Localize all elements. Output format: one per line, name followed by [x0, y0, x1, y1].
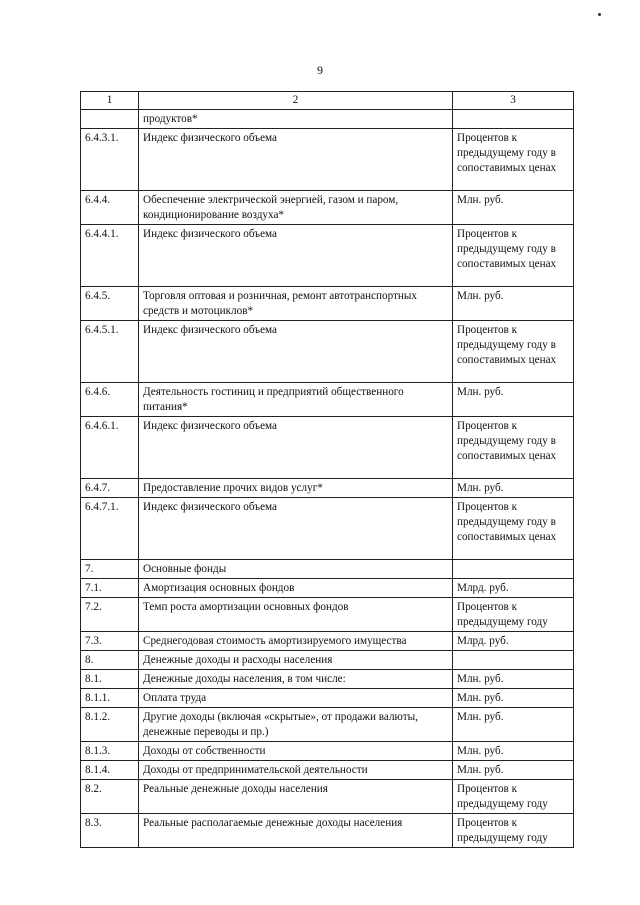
table-row [81, 761, 574, 780]
row-number: 7.3. [81, 632, 139, 651]
table-row [81, 191, 574, 225]
indicator-name: Основные фонды [139, 560, 453, 579]
indicator-name: Темп роста амортизации основных фондов [139, 598, 453, 632]
row-number: 8.2. [81, 780, 139, 814]
table-row [81, 479, 574, 498]
table-row [81, 689, 574, 708]
table-row [81, 498, 574, 560]
row-number: 8. [81, 651, 139, 670]
unit-of-measure: Процентов к предыдущему году в сопоставимых ценах [453, 129, 574, 191]
row-number: 8.1.3. [81, 742, 139, 761]
table-row [81, 110, 574, 129]
row-number: 6.4.7.1. [81, 498, 139, 560]
unit-of-measure: Процентов к предыдущему году [453, 780, 574, 814]
column-header-indicator: 2 [139, 92, 453, 110]
row-number: 7.1. [81, 579, 139, 598]
row-number: 6.4.5.1. [81, 321, 139, 383]
table-row [81, 383, 574, 417]
table-row [81, 417, 574, 479]
row-number: 6.4.4. [81, 191, 139, 225]
indicator-name: Индекс физического объема [139, 498, 453, 560]
table-body [81, 110, 574, 848]
table-row [81, 632, 574, 651]
unit-of-measure: Млн. руб. [453, 287, 574, 321]
table-row [81, 579, 574, 598]
unit-of-measure [453, 110, 574, 129]
table-row [81, 287, 574, 321]
unit-of-measure: Млн. руб. [453, 761, 574, 780]
row-number [81, 110, 139, 129]
row-number: 8.1.4. [81, 761, 139, 780]
indicator-name: Реальные располагаемые денежные доходы населения [139, 814, 453, 848]
table-row [81, 651, 574, 670]
indicator-name: Торговля оптовая и розничная, ремонт автотранспортных средств и мотоциклов* [139, 287, 453, 321]
indicator-name: Реальные денежные доходы населения [139, 780, 453, 814]
indicator-name: продуктов* [139, 110, 453, 129]
table-row [81, 321, 574, 383]
unit-of-measure: Млн. руб. [453, 689, 574, 708]
unit-of-measure: Млрд. руб. [453, 632, 574, 651]
row-number: 6.4.4.1. [81, 225, 139, 287]
indicator-name: Доходы от собственности [139, 742, 453, 761]
indicators-table [80, 91, 574, 848]
table-row [81, 129, 574, 191]
table-row [81, 598, 574, 632]
unit-of-measure: Млн. руб. [453, 742, 574, 761]
indicator-name: Деятельность гостиниц и предприятий общественного питания* [139, 383, 453, 417]
row-number: 6.4.6.1. [81, 417, 139, 479]
row-number: 7.2. [81, 598, 139, 632]
row-number: 6.4.5. [81, 287, 139, 321]
table-row [81, 742, 574, 761]
unit-of-measure: Млн. руб. [453, 383, 574, 417]
unit-of-measure: Процентов к предыдущему году в сопоставимых ценах [453, 498, 574, 560]
indicator-name: Индекс физического объема [139, 129, 453, 191]
unit-of-measure: Млн. руб. [453, 191, 574, 225]
row-number: 6.4.6. [81, 383, 139, 417]
unit-of-measure: Процентов к предыдущему году в сопоставимых ценах [453, 321, 574, 383]
indicator-name: Обеспечение электрической энергией, газом и паром, кондиционирование воздуха* [139, 191, 453, 225]
row-number: 8.1. [81, 670, 139, 689]
unit-of-measure: Процентов к предыдущему году в сопоставимых ценах [453, 417, 574, 479]
unit-of-measure: Процентов к предыдущему году [453, 814, 574, 848]
table-row [81, 814, 574, 848]
table-header-row [81, 92, 574, 110]
indicator-name: Индекс физического объема [139, 417, 453, 479]
indicator-name: Другие доходы (включая «скрытые», от продажи валюты, денежные переводы и пр.) [139, 708, 453, 742]
unit-of-measure: Млрд. руб. [453, 579, 574, 598]
indicator-name: Индекс физического объема [139, 321, 453, 383]
row-number: 8.1.1. [81, 689, 139, 708]
row-number: 8.1.2. [81, 708, 139, 742]
row-number: 6.4.3.1. [81, 129, 139, 191]
indicator-name: Денежные доходы и расходы населения [139, 651, 453, 670]
unit-of-measure: Млн. руб. [453, 479, 574, 498]
scan-speck [598, 13, 601, 16]
table-row [81, 670, 574, 689]
indicator-name: Доходы от предпринимательской деятельности [139, 761, 453, 780]
indicator-name: Денежные доходы населения, в том числе: [139, 670, 453, 689]
column-header-unit: 3 [453, 92, 574, 110]
indicator-name: Среднегодовая стоимость амортизируемого имущества [139, 632, 453, 651]
indicator-name: Амортизация основных фондов [139, 579, 453, 598]
indicator-name: Индекс физического объема [139, 225, 453, 287]
table-row [81, 708, 574, 742]
table-row [81, 780, 574, 814]
row-number: 6.4.7. [81, 479, 139, 498]
unit-of-measure: Процентов к предыдущему году [453, 598, 574, 632]
unit-of-measure [453, 560, 574, 579]
indicator-name: Предоставление прочих видов услуг* [139, 479, 453, 498]
unit-of-measure: Млн. руб. [453, 670, 574, 689]
indicator-name: Оплата труда [139, 689, 453, 708]
table-row [81, 560, 574, 579]
unit-of-measure [453, 651, 574, 670]
unit-of-measure: Процентов к предыдущему году в сопоставимых ценах [453, 225, 574, 287]
unit-of-measure: Млн. руб. [453, 708, 574, 742]
row-number: 8.3. [81, 814, 139, 848]
page-number: 9 [317, 63, 323, 77]
table-row [81, 225, 574, 287]
column-header-number: 1 [81, 92, 139, 110]
row-number: 7. [81, 560, 139, 579]
